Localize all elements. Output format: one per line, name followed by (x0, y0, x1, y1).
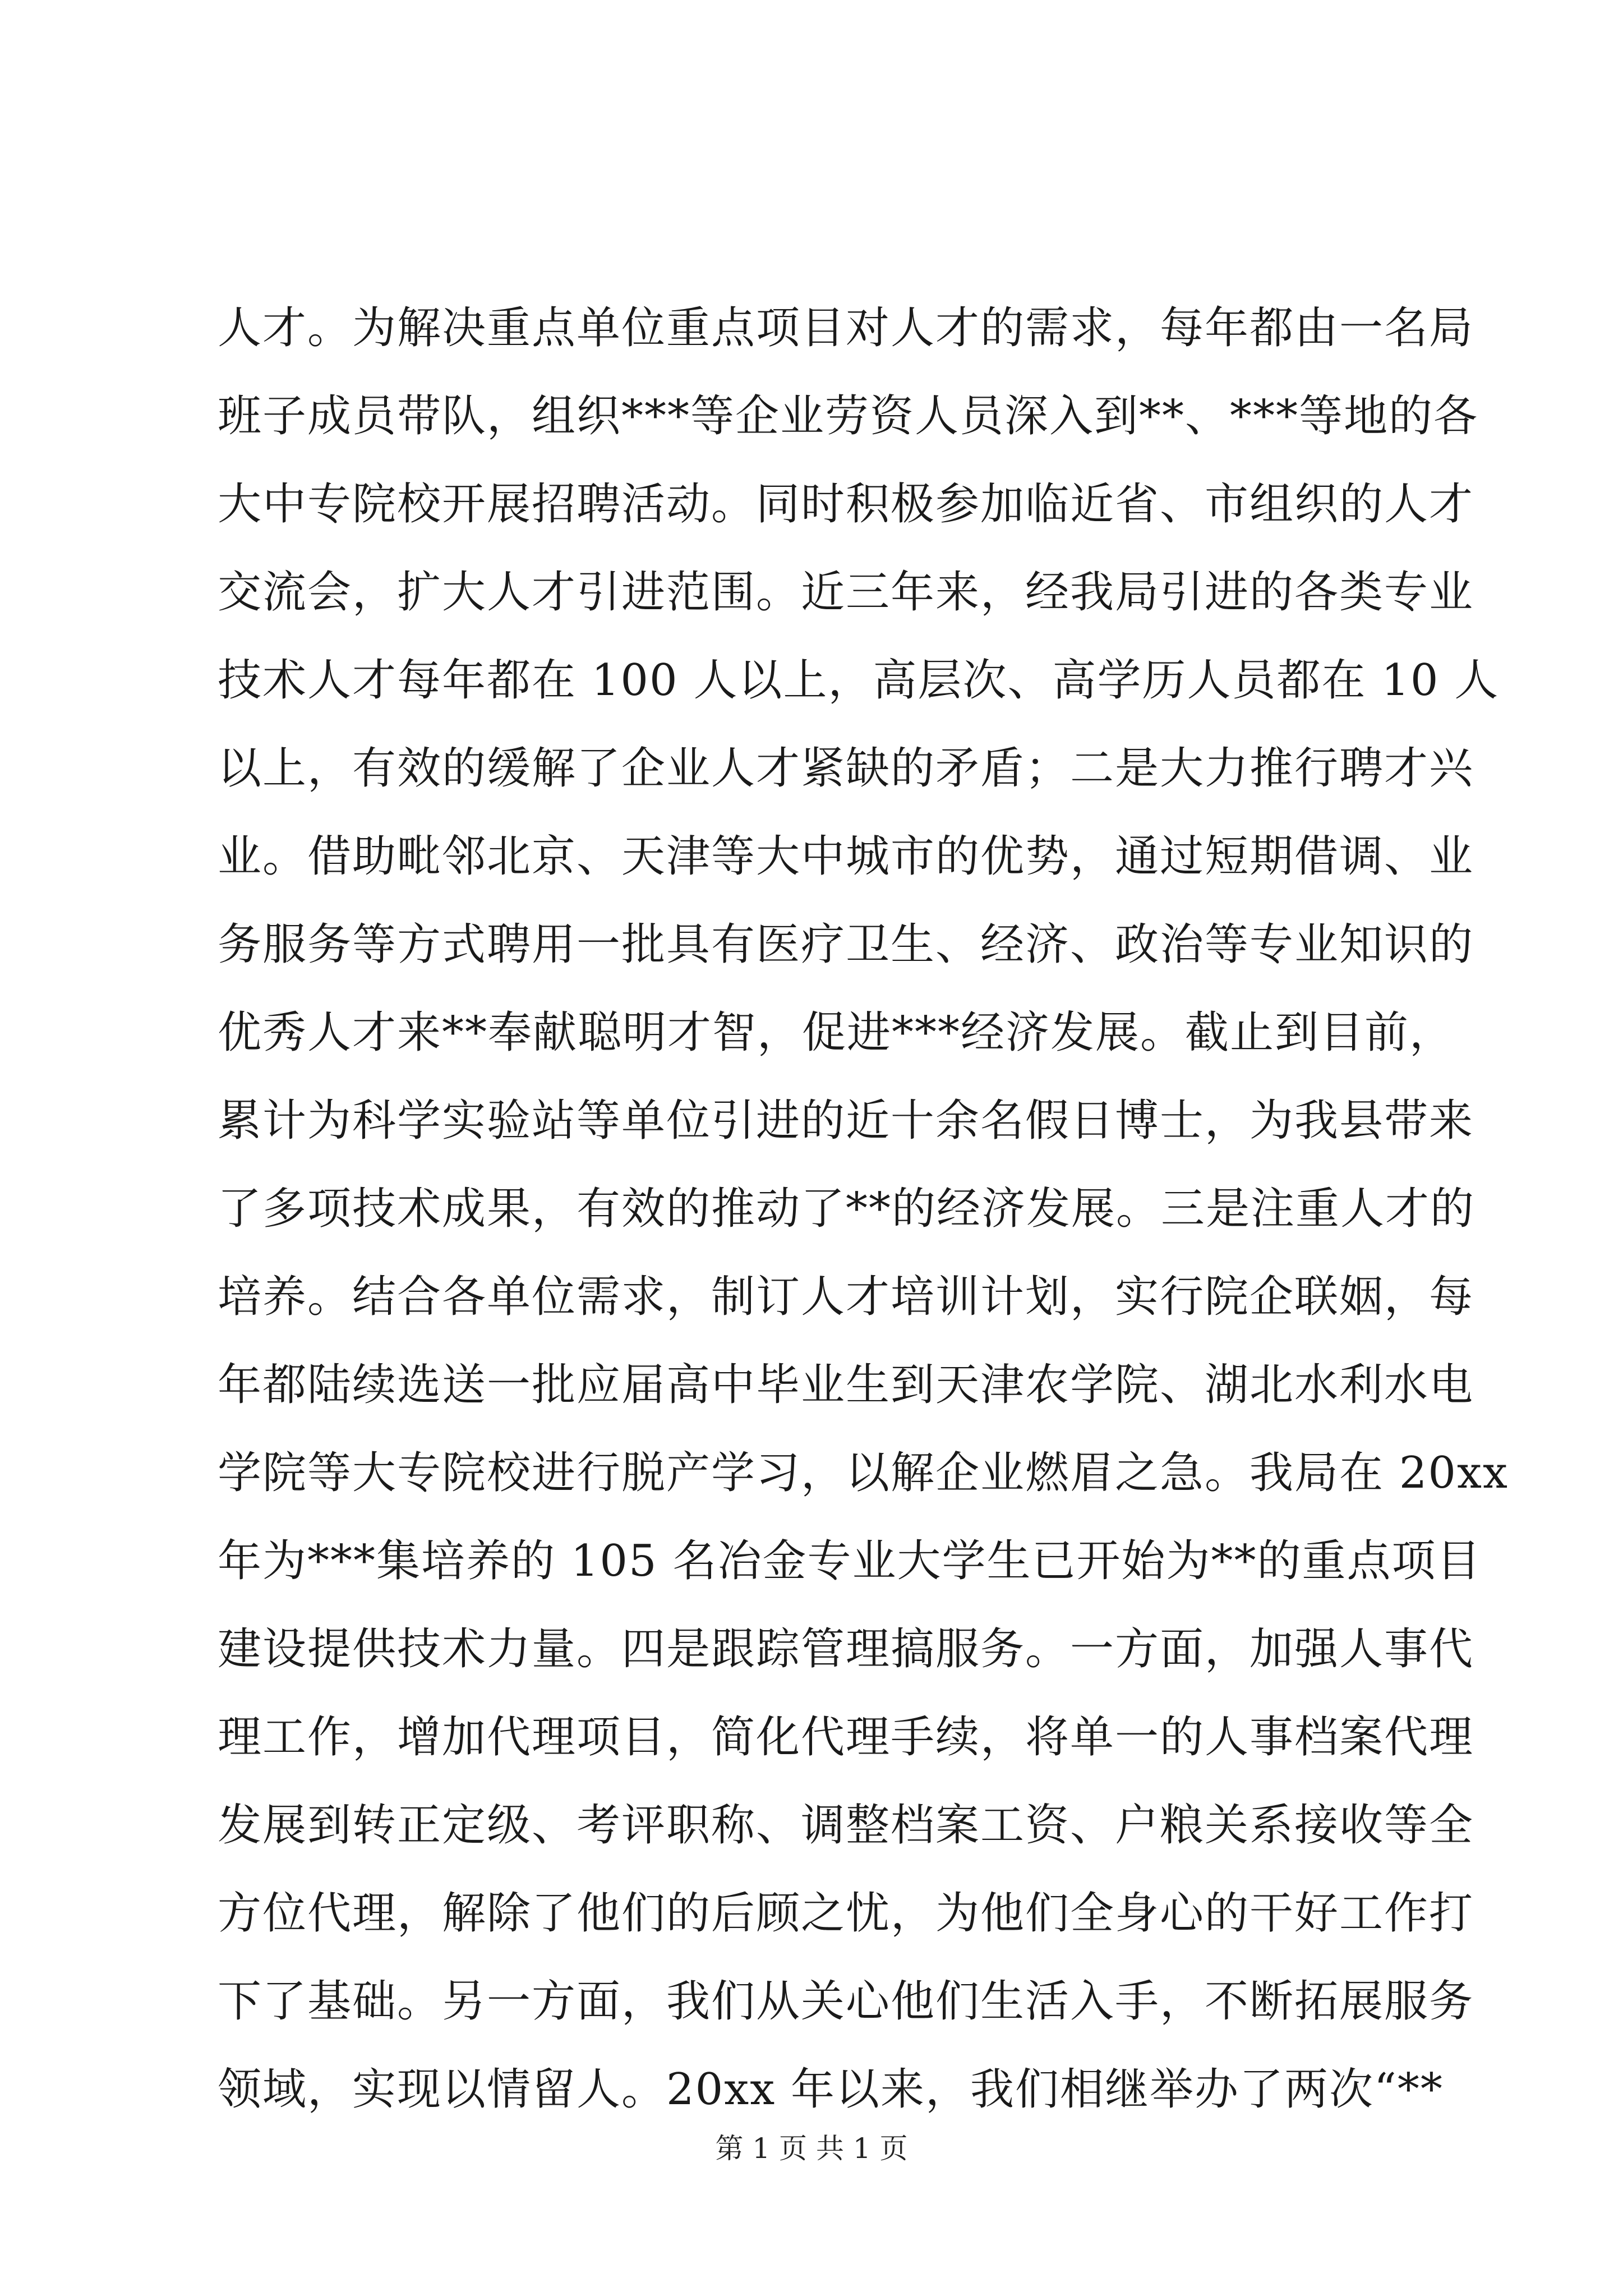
text-line: 建设提供技术力量。四是跟踪管理搞服务。一方面，加强人事代 (218, 1624, 1474, 1674)
text-line: 人才。为解决重点单位重点项目对人才的需求，每年都由一名局 (218, 303, 1474, 353)
text-line: 优秀人才来**奉献聪明才智，促进***经济发展。截止到目前， (218, 1007, 1455, 1058)
text-line: 业。借助毗邻北京、天津等大中城市的优势，通过短期借调、业 (218, 831, 1474, 882)
text-line: 下了基础。另一方面，我们从关心他们生活入手，不断拓展服务 (218, 1976, 1474, 2027)
text-line: 累计为科学实验站等单位引进的近十余名假日博士，为我县带来 (218, 1096, 1474, 1146)
page-footer: 第 1 页 共 1 页 (715, 2132, 908, 2165)
text-line: 以上，有效的缓解了企业人才紧缺的矛盾；二是大力推行聘才兴 (218, 743, 1474, 794)
text-line: 年都陆续选送一批应届高中毕业生到天津农学院、湖北水利水电 (218, 1360, 1474, 1410)
text-line: 班子成员带队，组织***等企业劳资人员深入到**、***等地的各 (218, 391, 1479, 441)
text-line: 发展到转正定级、考评职称、调整档案工资、户粮关系接收等全 (218, 1800, 1474, 1851)
text-line: 理工作，增加代理项目，简化代理手续，将单一的人事档案代理 (218, 1712, 1474, 1763)
text-line: 了多项技术成果，有效的推动了**的经济发展。三是注重人才的 (218, 1184, 1476, 1234)
text-line: 培养。结合各单位需求，制订人才培训计划，实行院企联姻，每 (218, 1272, 1474, 1322)
text-line: 交流会，扩大人才引进范围。近三年来，经我局引进的各类专业 (218, 567, 1474, 618)
text-line: 学院等大专院校进行脱产学习，以解企业燃眉之急。我局在 20xx (218, 1448, 1509, 1498)
text-line: 方位代理，解除了他们的后顾之忧，为他们全身心的干好工作打 (218, 1888, 1474, 1939)
text-line: 大中专院校开展招聘活动。同时积极参加临近省、市组织的人才 (218, 479, 1474, 530)
body-text (218, 297, 1509, 2147)
text-line: 年为***集培养的 105 名冶金专业大学生已开始为**的重点项目 (218, 1536, 1482, 1586)
text-line: 务服务等方式聘用一批具有医疗卫生、经济、政治等专业知识的 (218, 919, 1474, 970)
text-line: 技术人才每年都在 100 人以上，高层次、高学历人员都在 10 人 (218, 655, 1500, 706)
text-line: 领域，实现以情留人。20xx 年以来，我们相继举办了两次“** (218, 2064, 1444, 2115)
